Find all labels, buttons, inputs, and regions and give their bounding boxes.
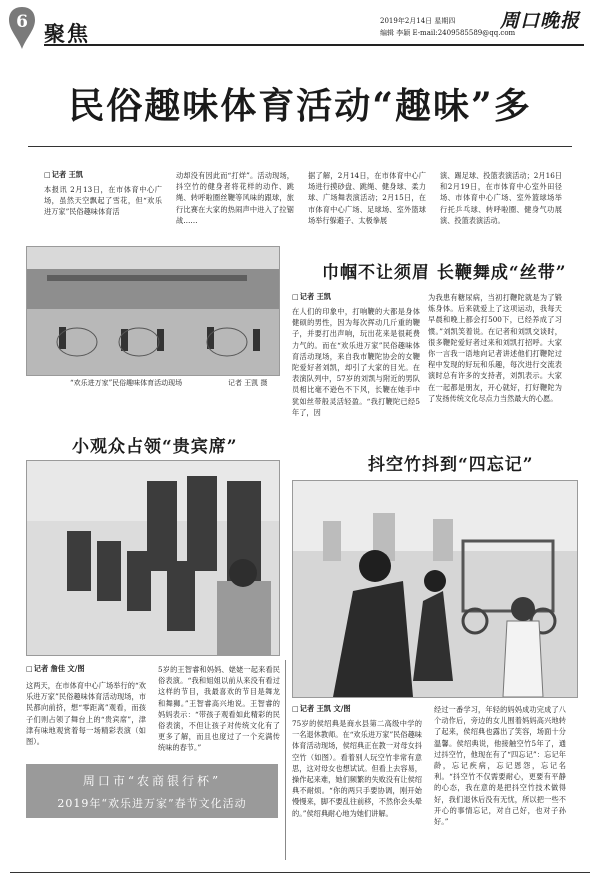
photo1-caption: “欢乐进万家”民俗趣味体育活动现场	[70, 379, 183, 387]
children-audience-photo	[26, 460, 280, 656]
intro-column-2: 动却没有因此而“打烊”。活动现场，抖空竹的健身者将花样的动作、跳绳、转呼啦圈丝鞭等风味的跟球，旅行比赛在大家的热闹声中进入了拉锯战……	[176, 171, 294, 225]
story1-byline: □ 记者 王凯	[292, 292, 331, 302]
banner-line-2: 2019年“欢乐进万家”春节文化活动	[57, 797, 247, 810]
story1-headline: 巾帼不让须眉 长鞭舞成“丝带”	[322, 263, 567, 283]
story1-column-1: 在人们的印象中，打响鞭的大都是身体健硕的男性，因为每次挥动几斤重的鞭子，并要打出声响，玩出花来是很耗费力气的。而在“欢乐进万家”民俗趣味体育活动现场，来自我市鞭陀协会的女鞭陀爱好者刘凯，却引了大家的目光。在表演队列中，57岁的刘凯与附近的男队员相比毫不逊色不下风，长鞭在她手中犹如丝带般灵活轻盈。“我打鞭陀已经5年了，因	[292, 307, 420, 417]
headline-rule	[28, 146, 572, 147]
intro-column-4: 演、踢足球、投篮表演活动；2月16日和2月19日，在市体育中心室外田径场、市体育中心广场、室外篮球场举行托乒乓球、转呼啦圈、健身气功展演、投篮表演活动。	[440, 171, 562, 225]
date-line: 2019年2月14日 星期四	[380, 17, 456, 25]
activity-scene-photo	[26, 246, 280, 376]
story2-column-2: 5岁的王智睿和妈妈、姥姥一起来看民俗表演。“我和姐姐以前从来没有看过这样的节目，我最喜欢的节目是舞龙和舞狮。”王智睿高兴地说。王智睿的妈妈表示：“带孩子观看如此精彩的民俗表演，不但让孩子对传统文化有了更多了解，而且也度过了一个充满传统味的春节。”	[158, 665, 280, 753]
story3-column-1: 75岁的侯绍典是商水县第二高级中学的一名退休教师。在“欢乐进万家”民俗趣味体育活动现场，侯绍典正在教一对母女抖空竹（如图）。看着别人玩空竹非常有意思，这对母女也想试试。但看上去容易，操作起来难，她们频繁的失败没有让侯绍典不耐烦。“你的两只手要协调，刚开始慢慢来，脚不要乱往前移，不然你会头晕的。”侯绍典耐心地为她们讲解。	[292, 719, 422, 818]
header-rule	[44, 44, 584, 46]
intro-column-1: 本报讯 2月13日，在市体育中心广场，虽然天空飘起了雪花，但“欢乐进万家”民俗趣味体育活	[44, 185, 162, 217]
column-divider	[285, 660, 286, 860]
editor-line: 编辑 李颖 E-mail:2409585589@qq.com	[380, 29, 516, 37]
story3-byline: □ 记者 王凯 文/图	[292, 704, 351, 714]
photo1-credit: 记者 王凯 摄	[228, 379, 268, 387]
page-number: 6	[16, 12, 28, 32]
story2-column-1: 这两天，在市体育中心广场举行的“欢乐进万家”民俗趣味体育活动现场，市民都向前挤，想“零距离”观看，而孩子们则占领了舞台上的“贵宾席”，津津有味地观赏着每一场精彩表演（如图）。	[26, 681, 146, 747]
footer-rule	[10, 872, 590, 873]
masthead: 周口晚报	[500, 10, 581, 32]
intro-column-3: 据了解，2月14日，在市体育中心广场进行摸砂盘、跳绳、健身球、柔力球、广场舞表演活动；2月15日，在市体育中心广场、足球场、室外篮球场举行躲避子、太极拳展	[308, 171, 426, 225]
diabolo-teaching-photo	[292, 480, 578, 698]
event-banner	[26, 764, 278, 818]
story3-headline: 抖空竹抖到“四忘记”	[368, 455, 534, 475]
banner-line-1: 周口市“农商银行杯”	[82, 774, 222, 788]
main-headline: 民俗趣味体育活动“趣味”多	[68, 85, 532, 127]
story2-byline: □ 记者 詹佳 文/图	[26, 664, 85, 674]
intro-byline: □ 记者 王凯	[44, 170, 83, 180]
story3-column-2: 经过一番学习，年轻的妈妈成功完成了八个动作后，旁边的女儿围着妈妈高兴地转了起来，侯绍典也露出了笑容，场面十分温馨。侯绍典说，他接触空竹5年了，通过抖空竹，他现在有了“四忘记”：忘记年龄，忘记疾病，忘记恩怨，忘记名利。“抖空竹不仅需要耐心，更要有平静的心态，我在意的是把抖空竹技术做得好，我们退休后没有无忧，所以把一些不开心的事情忘记，对自己好，也对子孙好。”	[434, 705, 566, 827]
section-title: 聚焦	[44, 21, 90, 46]
story1-column-2: 为我患有糖尿病，当初打鞭陀就是为了锻炼身体。后来就爱上了这项运动，我每天早晨和晚上都会打500下，已经养成了习惯。”刘凯笑着说。在记者和刘凯交谈时，很多鞭陀爱好者过来和刘凯打招呼。大家你一言我一语地向记者讲述他们打鞭陀过程中发现的好玩和乐趣，每次进行交流表演时总有许多的支持者，刘凯表示。大家在一起都是朋友，开心就好，打好鞭陀为了发扬传统文化尽点力当然最大的心愿。	[428, 293, 562, 403]
story2-headline: 小观众占领“贵宾席”	[72, 437, 238, 457]
